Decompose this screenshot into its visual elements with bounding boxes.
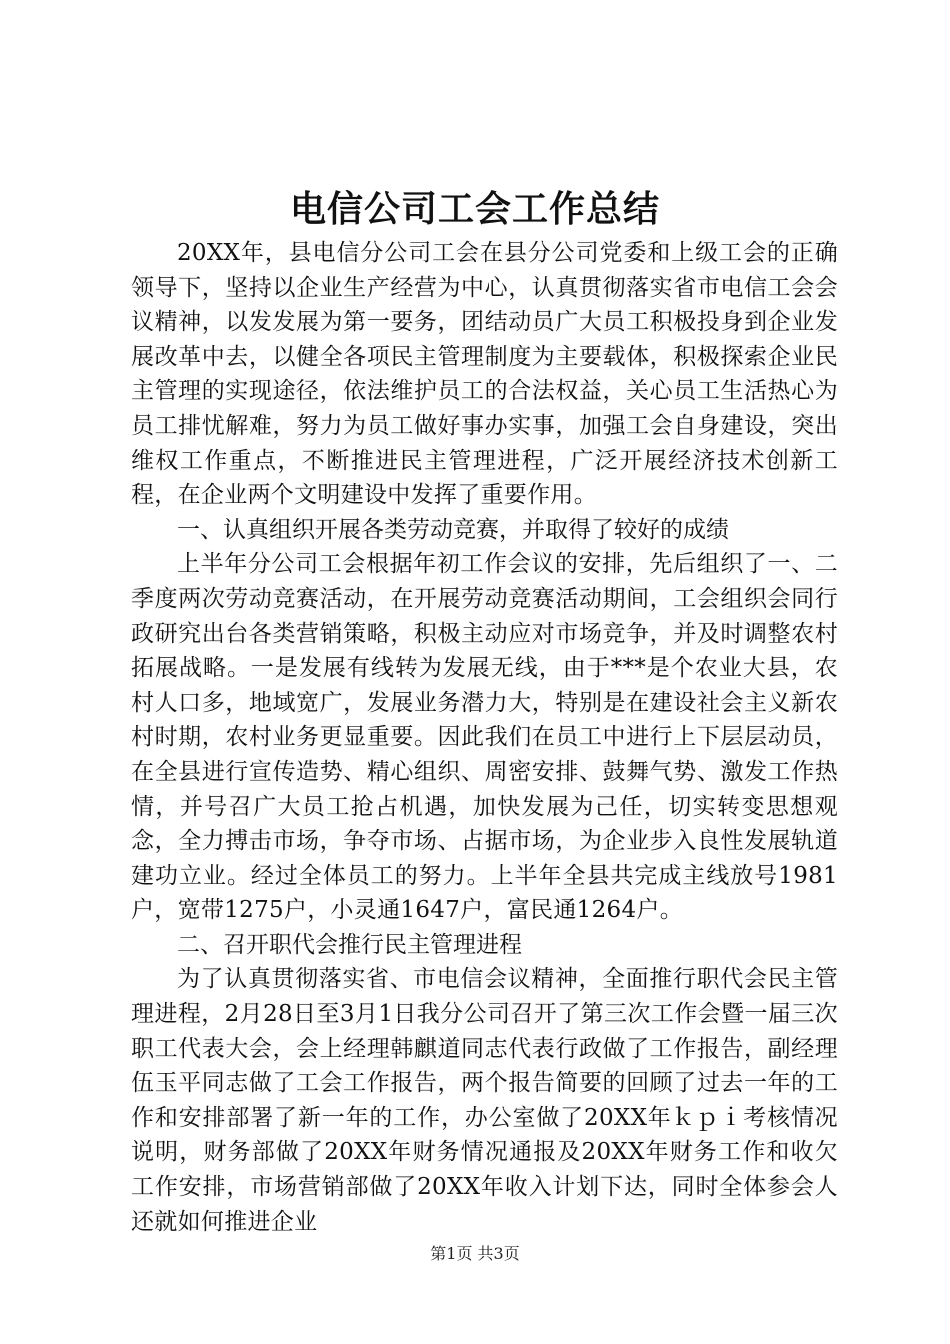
page-footer: 第1页 共3页 bbox=[430, 1244, 520, 1263]
section-heading-1: 一、认真组织开展各类劳动竞赛，并取得了较好的成绩 bbox=[177, 516, 729, 543]
paragraph-workers-congress: 为了认真贯彻落实省、市电信会议精神，全面推行职代会民主管理进程，2月28日至3月1日我分公司召开了第三次工作会暨一届三次职工代表大会，会上经理韩麒道同志代表行政做了工作报告，副经理伍玉平同志做了工会工作报告，两个报告简要的回顾了过去一年的工作和安排部署了新一年的工作，办公室做了20XX年ｋｐｉ考核情况说明，财务部做了20XX年财务情况通报及20XX年财务工作和收欠工作安排，市场营销部做了20XX年收入计划下达，同时全体参会人还就如何推进企业 bbox=[131, 966, 838, 1235]
paragraph-labor-competition: 上半年分公司工会根据年初工作会议的安排，先后组织了一、二季度两次劳动竞赛活动，在开展劳动竞赛活动期间，工会组织会同行政研究出台各类营销策略，积极主动应对市场竞争，并及时调整农村拓展战略。一是发展有线转为发展无线，由于***是个农业大县，农村人口多，地域宽广，发展业务潜力大，特别是在建设社会主义新农村时期，农村业务更显重要。因此我们在员工中进行上下层层动员，在全县进行宣传造势、精心组织、周密安排、鼓舞气势、激发工作热情，并号召广大员工抢占机遇，加快发展为己任，切实转变思想观念，全力搏击市场，争夺市场、占据市场，为企业步入良性发展轨道建功立业。经过全体员工的努力。上半年全县共完成主线放号1981户，宽带1275户，小灵通1647户，富民通1264户。 bbox=[131, 551, 838, 924]
document-title: 电信公司工会工作总结 bbox=[289, 188, 660, 230]
document-body bbox=[131, 236, 838, 1239]
section-heading-2: 二、召开职代会推行民主管理进程 bbox=[177, 931, 522, 958]
paragraph-intro: 20XX年，县电信分公司工会在县分公司党委和上级工会的正确领导下，坚持以企业生产经营为中心，认真贯彻落实省市电信工会会议精神，以发发展为第一要务，团结动员广大员工积极投身到企业发展改革中去，以健全各项民主管理制度为主要载体，积极探索企业民主管理的实现途径，依法维护员工的合法权益，关心员工生活热心为员工排忧解难，努力为员工做好事办实事，加强工会自身建设，突出维权工作重点，不断推进民主管理进程，广泛开展经济技术创新工程，在企业两个文明建设中发挥了重要作用。 bbox=[131, 240, 838, 509]
